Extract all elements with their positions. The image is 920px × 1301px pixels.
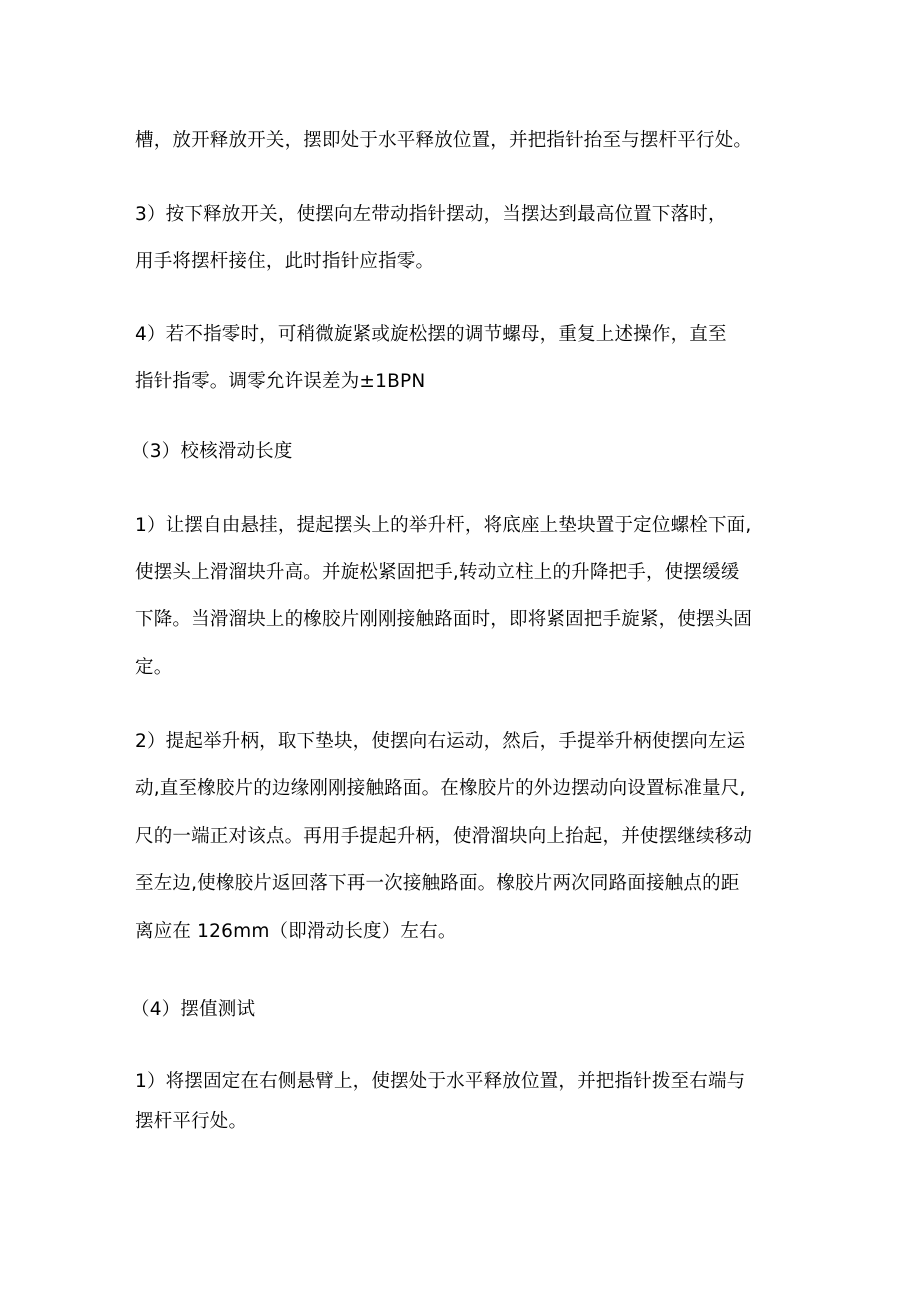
test-step-1-line-2: 摆杆平行处。 bbox=[135, 1111, 248, 1132]
slide-step-1-line-4: 定。 bbox=[135, 657, 173, 678]
slide-step-1-line-3: 下降。当滑溜块上的橡胶片刚刚接触路面时，即将紧固把手旋紧，使摆头固 bbox=[135, 609, 753, 630]
slide-step-2-line-4: 至左边,使橡胶片返回落下再一次接触路面。橡胶片两次同路面接触点的距 bbox=[135, 873, 740, 894]
slide-step-1-line-1: 1）让摆自由悬挂，提起摆头上的举升杆，将底座上垫块置于定位螺栓下面, bbox=[135, 515, 752, 536]
slide-step-2-line-3: 尺的一端正对该点。再用手提起升柄，使滑溜块向上抬起，并使摆继续移动 bbox=[135, 826, 753, 847]
slide-step-2-line-5: 离应在 126mm（即滑动长度）左右。 bbox=[135, 921, 457, 942]
step-4-line-2: 指针指零。调零允许误差为±1BPN bbox=[135, 371, 426, 392]
test-step-1-line-1: 1）将摆固定在右侧悬臂上，使摆处于水平释放位置，并把指针拨至右端与 bbox=[135, 1071, 746, 1092]
section-heading-4: （4）摆值测试 bbox=[131, 999, 256, 1020]
slide-step-2-line-2: 动,直至橡胶片的边缘刚刚接触路面。在橡胶片的外边摆动向设置标准量尺, bbox=[135, 778, 746, 799]
step-3-line-1: 3）按下释放开关，使摆向左带动指针摆动，当摆达到最高位置下落时， bbox=[135, 204, 727, 225]
paragraph-line: 槽，放开释放开关，摆即处于水平释放位置，并把指针抬至与摆杆平行处。 bbox=[135, 130, 753, 151]
slide-step-1-line-2: 使摆头上滑溜块升高。并旋松紧固把手,转动立柱上的升降把手，使摆缓缓 bbox=[135, 562, 740, 583]
slide-step-2-line-1: 2）提起举升柄，取下垫块，使摆向右运动，然后，手提举升柄使摆向左运 bbox=[135, 731, 746, 752]
section-heading-3: （3）校核滑动长度 bbox=[131, 441, 293, 462]
step-3-line-2: 用手将摆杆接住，此时指针应指零。 bbox=[135, 251, 435, 272]
step-4-line-1: 4）若不指零时，可稍微旋紧或旋松摆的调节螺母，重复上述操作，直至 bbox=[135, 324, 727, 345]
